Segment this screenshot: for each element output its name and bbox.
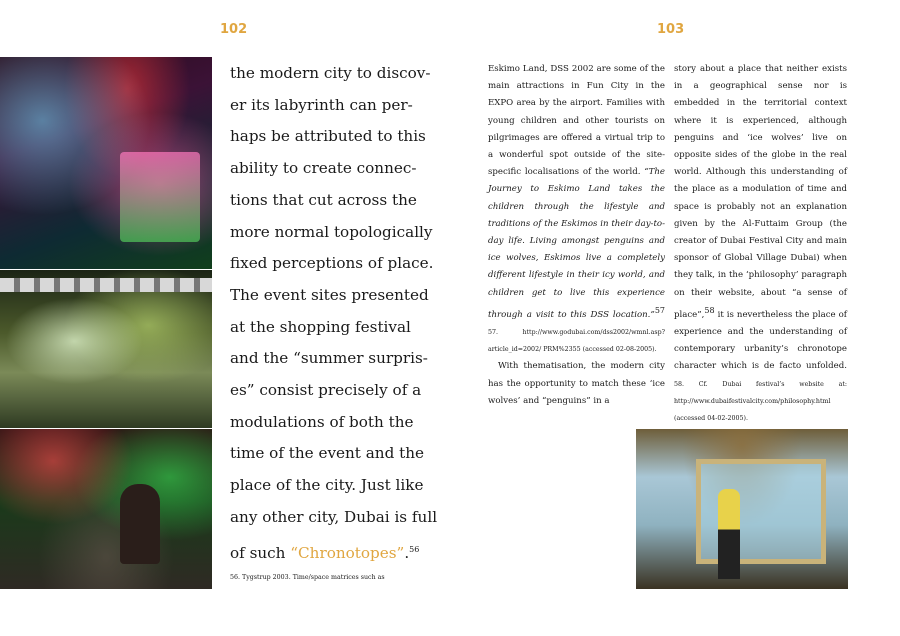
photo-ice-hall-neon	[0, 57, 212, 269]
body-line: at the shopping festival	[230, 317, 411, 336]
photo-visitors-at-window	[636, 429, 848, 589]
left-page-body	[230, 58, 438, 569]
paragraph-story-place: story about a place that neither exists in a geographical sense nor is embedded in the territorial context where it is experienced, although penguins and ‘ice wolves’ live on opposite sides of the globe in the real world. Although this understanding of the place as a modulation of time and space is probably not an explanation given by the Al-Futtaim Group (the creator of Dubai Festival City and main sponsor of Global Village Dubai) when they talk, in the ‘philosophy’ paragraph on their website, about “a sense of place”,	[674, 64, 847, 320]
footnote-ref-58: 58	[704, 305, 715, 315]
paragraph-thematisation: With thematisation, the modern city has the opportunity to match these ‘ice wolves’ and “penguins” in a	[488, 361, 665, 406]
footnote-ref-56: 56	[409, 544, 420, 554]
chronotopes-highlight: “Chronotopes”	[290, 543, 405, 562]
body-line: fixed perceptions of place.	[230, 254, 434, 273]
footnote-57: 57. http://www.godubai.com/dss2002/wmnl.asp?article_id=2002/ PRM%2355 (accessed 02-08-2005).	[488, 328, 665, 354]
body-line: er its labyrinth can per-	[230, 95, 413, 114]
paragraph-story-place-cont: it is nevertheless the place of experience and the understanding of contemporary urbanity’s chronotope character which is de facto unfolded.	[674, 309, 847, 372]
photo-penguin-exhibit	[0, 429, 212, 589]
photo-ice-sculptures	[0, 270, 212, 428]
body-line: place of the city. Just like	[230, 476, 424, 495]
body-last-line	[230, 534, 420, 570]
right-page-column-b	[674, 61, 847, 427]
quote-journey-eskimo-land: “The Journey to Eskimo Land takes the children through the lifestyle and traditions of the Eskimos in their day-to-day life. Living amongst penguins and ice wolves, Eskimos live a completely different lifestyle in their icy world, and children get to live this experience through a visit to this DSS location.”	[488, 167, 665, 320]
page-number-left: 102	[220, 22, 248, 37]
body-line: tions that cut across the	[230, 190, 417, 209]
body-line: modulations of both the	[230, 412, 414, 431]
footnote-ref-57: 57	[654, 305, 665, 315]
body-line: and the “summer surpris-	[230, 349, 428, 368]
body-line: ability to create connec-	[230, 159, 417, 178]
body-line: The event sites presented	[230, 285, 429, 304]
right-page-column-a	[488, 61, 665, 410]
page-number-right: 103	[657, 22, 685, 37]
footnote-58: 58. Cf. Dubai festival’s website at: http://www.dubaifestivalcity.com/philosophy.html (accessed 04-02-2005).	[674, 380, 847, 422]
body-line: any other city, Dubai is full	[230, 507, 438, 526]
body-line: es” consist precisely of a	[230, 381, 422, 400]
body-line-start: of such	[230, 543, 291, 562]
body-line: time of the event and the	[230, 444, 424, 463]
body-line: haps be attributed to this	[230, 127, 426, 146]
footnote-56: 56. Tygstrup 2003. Time/space matrices such as	[230, 574, 385, 581]
body-line: more normal topologically	[230, 222, 433, 241]
body-line-end: .	[404, 543, 410, 562]
body-line: the modern city to discov-	[230, 64, 431, 82]
paragraph-eskimo-land: Eskimo Land, DSS 2002 are some of the main attractions in Fun City in the EXPO area by the airport. Families with young children and other tourists on pilgrimages are offered a virtual trip to a wonderful spot outside of the site-specific localisations of the world.	[488, 64, 665, 178]
